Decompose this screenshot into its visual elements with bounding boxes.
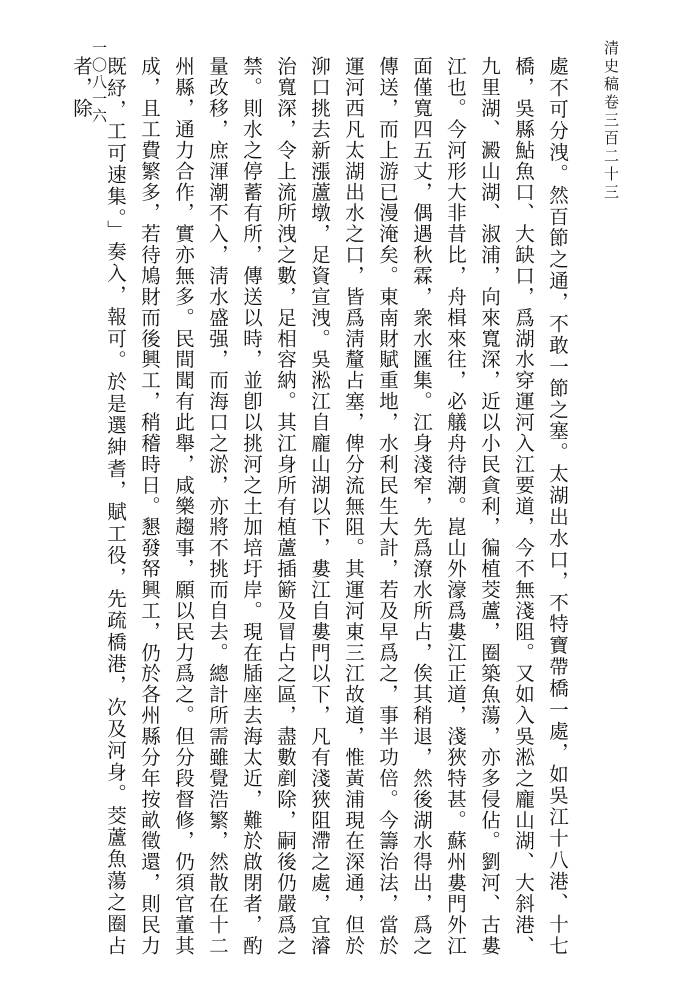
page-number: 一〇八一六 bbox=[90, 40, 108, 125]
body-text: 處不可分洩。然百節之通，不敢一節之塞。太湖出水口，不特寶帶橋一處，如吳江十八港、十七橋，吳縣鮎魚口、大缺口，爲湖水穿運河入江要道，今不無淺阻。又如入吳淞之龐山湖、大斜港、九里湖、澱山湖、淑浦，向來寬深，近以小民貪利，徧植茭蘆，圈築魚蕩，亦多侵佔。劉河、古婁江也。今河形大非昔比，舟楫來往，必艤舟待潮。崑山外濠爲婁江正道，淺狹特甚。蘇州婁門外江面僅寬四五丈，偶遇秋霖，衆水匯集。江身淺窄，先爲潦水所占，俟其稍退，然後湖水得出，爲之傳送，而上游已漫淹矣。東南財賦重地，水利民生大計，若及早爲之，事半功倍。今籌治法，當於運河西凡太湖出水之口，皆爲淸釐占塞，俾分流無阻。其運河東三江故道，惟黃浦現在深通，但於泖口挑去新漲蘆墩，足資宣洩。吳淞江自龐山湖以下，婁江自婁門以下，凡有淺狹阻滯之處，宜濬治寬深，令上流所洩之數，足相容納。其江身所有植蘆插簖及冒占之區，盡數剷除，嗣後仍嚴爲之禁。則水之停蓄有所，傳送以時，並卽以挑河之土加培圩岸。現在牐座去海太近，難於啟閉者，酌量改移，庶渾潮不入，淸水盛强，而海口之淤，亦將不挑而自去。總計所需雖覺浩繁，然散在十二州縣，通力合作，實亦無多。民間聞有此舉，咸樂趨事，願以民力爲之。但分段督修，仍須官董其成，且工費繁多，若待鳩財而後興工，稍稽時日。懇發帑興工，仍於各州縣分年按畝徵還，則民力既紓，工可速集。」奏入，報可。於是選紳耆，賦工役，先疏橋港，次及河身。茭蘆魚蕩之圈占者，除 bbox=[70, 56, 569, 956]
running-header: 清史稿卷三百二十三 bbox=[602, 40, 620, 202]
